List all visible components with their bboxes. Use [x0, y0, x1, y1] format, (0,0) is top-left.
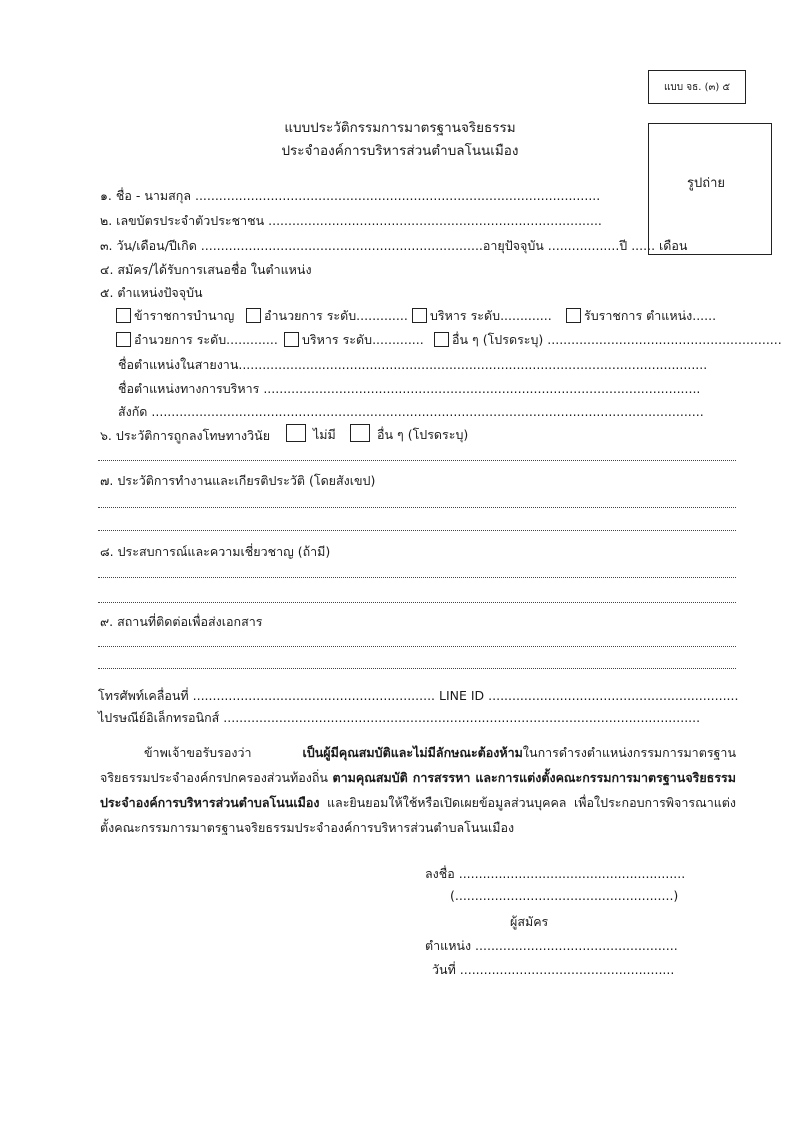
address-line-2[interactable] — [98, 668, 736, 669]
option-pensioner[interactable] — [116, 306, 234, 326]
declaration-bold: เป็นผู้มีคุณสมบัติและไม่มีลักษณะต้องห้าม — [302, 745, 523, 760]
discipline-none-option[interactable] — [286, 424, 336, 445]
checkbox[interactable] — [412, 308, 427, 323]
option-label: อื่น ๆ (โปรดระบุ) — [376, 427, 469, 442]
signature-date-field[interactable]: วันที่ ...................................................... — [432, 962, 675, 977]
checkbox[interactable] — [434, 332, 449, 347]
form-code-box — [648, 70, 746, 104]
option-label: บริหาร ระดับ............. — [302, 332, 424, 347]
checkbox[interactable] — [284, 332, 299, 347]
option-label: อำนวยการ ระดับ............. — [134, 332, 278, 347]
address-line-1[interactable] — [98, 646, 736, 647]
experience-line-2[interactable] — [98, 602, 736, 603]
option-label: บริหาร ระดับ............. — [430, 308, 552, 323]
email-field[interactable]: ไปรษณีย์อิเล็กทรอนิกส์ ........................................................................................................................ — [98, 710, 701, 725]
option-label: ข้าราชการบำนาญ — [134, 308, 235, 323]
signature-role: ผู้สมัคร — [510, 914, 549, 929]
apply-position-label: ๔. สมัคร/ได้รับการเสนอชื่อ ในตำแหน่ง — [100, 262, 312, 277]
id-card-field[interactable]: ๒. เลขบัตรประจำตัวประชาชน .................................................................................... — [100, 213, 602, 228]
option-label: รับราชการ ตำแหน่ง...... — [584, 308, 717, 323]
form-title-line2: ประจำองค์การบริหารส่วนตำบลโนนเมือง — [281, 143, 519, 159]
declaration-paragraph — [100, 740, 736, 840]
signature-name-field[interactable]: (.......................................................) — [450, 888, 679, 903]
experience-label: ๘. ประสบการณ์และความเชี่ยวชาญ (ถ้ามี) — [100, 544, 331, 559]
option-government-service[interactable] — [566, 306, 716, 326]
photo-label: รูปถ่าย — [687, 176, 726, 191]
discipline-detail-line[interactable] — [98, 460, 736, 461]
form-code: แบบ จธ. (๓) ๕ — [663, 81, 731, 93]
option-director-level-2[interactable] — [116, 330, 278, 350]
name-field[interactable]: ๑. ชื่อ - นามสกุล ...................................................................................................... — [100, 188, 601, 203]
checkbox[interactable] — [350, 424, 370, 442]
option-other[interactable] — [434, 330, 782, 350]
signature-position-field[interactable]: ตำแหน่ง ................................................... — [425, 938, 678, 953]
form-title-line1: แบบประวัติกรรมการมาตรฐานจริยธรรม — [284, 120, 516, 136]
checkbox[interactable] — [566, 308, 581, 323]
option-executive-level-2[interactable] — [284, 330, 424, 350]
option-label: อำนวยการ ระดับ............. — [264, 308, 408, 323]
declaration-bold: ตามคุณสมบัติ การสรรหา และการแต่งตั้งคณะกรรมการมาตรฐานจริยธรรมประจำองค์การบริหารส่วนตำบลโนนเมือง — [100, 770, 736, 810]
option-label: อื่น ๆ (โปรดระบุ) ........................................................... — [452, 332, 782, 347]
declaration-text: ในการดำรงตำแหน่งกรรมการมาตรฐานจริยธรรมประจำองค์กรปกครองส่วนท้องถิ่น — [100, 745, 736, 785]
current-position-label: ๕. ตำแหน่งปัจจุบัน — [100, 285, 203, 300]
affiliation-field[interactable]: สังกัด ........................................................................................................................................... — [118, 404, 704, 419]
work-history-line-2[interactable] — [98, 530, 736, 531]
checkbox[interactable] — [116, 332, 131, 347]
birth-date-field[interactable]: ๓. วัน/เดือน/ปีเกิด .......................................................................อายุปัจจุบัน ..................ปี ...... เดือน — [100, 238, 688, 253]
line-position-field[interactable]: ชื่อตำแหน่งในสายงาน...................................................................................................................... — [118, 357, 708, 372]
declaration-text: และยินยอมให้ใช้หรือเปิดเผยข้อมูลส่วนบุคคล เพื่อใประกอบการพิจารณาแต่งตั้งคณะกรรมการมาตรฐานจริยธรรมประจำองค์การบริหารส่วนตำบลโนนเมือง — [100, 795, 736, 835]
checkbox[interactable] — [246, 308, 261, 323]
address-label: ๙. สถานที่ติดต่อเพื่อส่งเอกสาร — [100, 614, 263, 629]
discipline-label: ๖. ประวัติการถูกลงโทษทางวินัย — [100, 428, 271, 443]
option-director-level[interactable] — [246, 306, 408, 326]
work-history-label: ๗. ประวัติการทำงานและเกียรติประวัติ (โดยสังเขป) — [100, 473, 376, 488]
declaration-text: ข้าพเจ้าขอรับรองว่า — [144, 745, 303, 760]
checkbox[interactable] — [286, 424, 306, 442]
option-executive-level[interactable] — [412, 306, 552, 326]
signature-field[interactable]: ลงชื่อ ......................................................... — [425, 866, 686, 881]
experience-line-1[interactable] — [98, 577, 736, 578]
admin-position-field[interactable]: ชื่อตำแหน่งทางการบริหาร .............................................................................................................. — [118, 381, 701, 396]
work-history-line-1[interactable] — [98, 507, 736, 508]
checkbox[interactable] — [116, 308, 131, 323]
option-label: ไม่มี — [312, 427, 336, 442]
mobile-line-field[interactable]: โทรศัพท์เคลื่อนที่ ............................................................. LINE ID ............................................................... — [98, 688, 739, 703]
discipline-other-option[interactable] — [350, 424, 468, 445]
